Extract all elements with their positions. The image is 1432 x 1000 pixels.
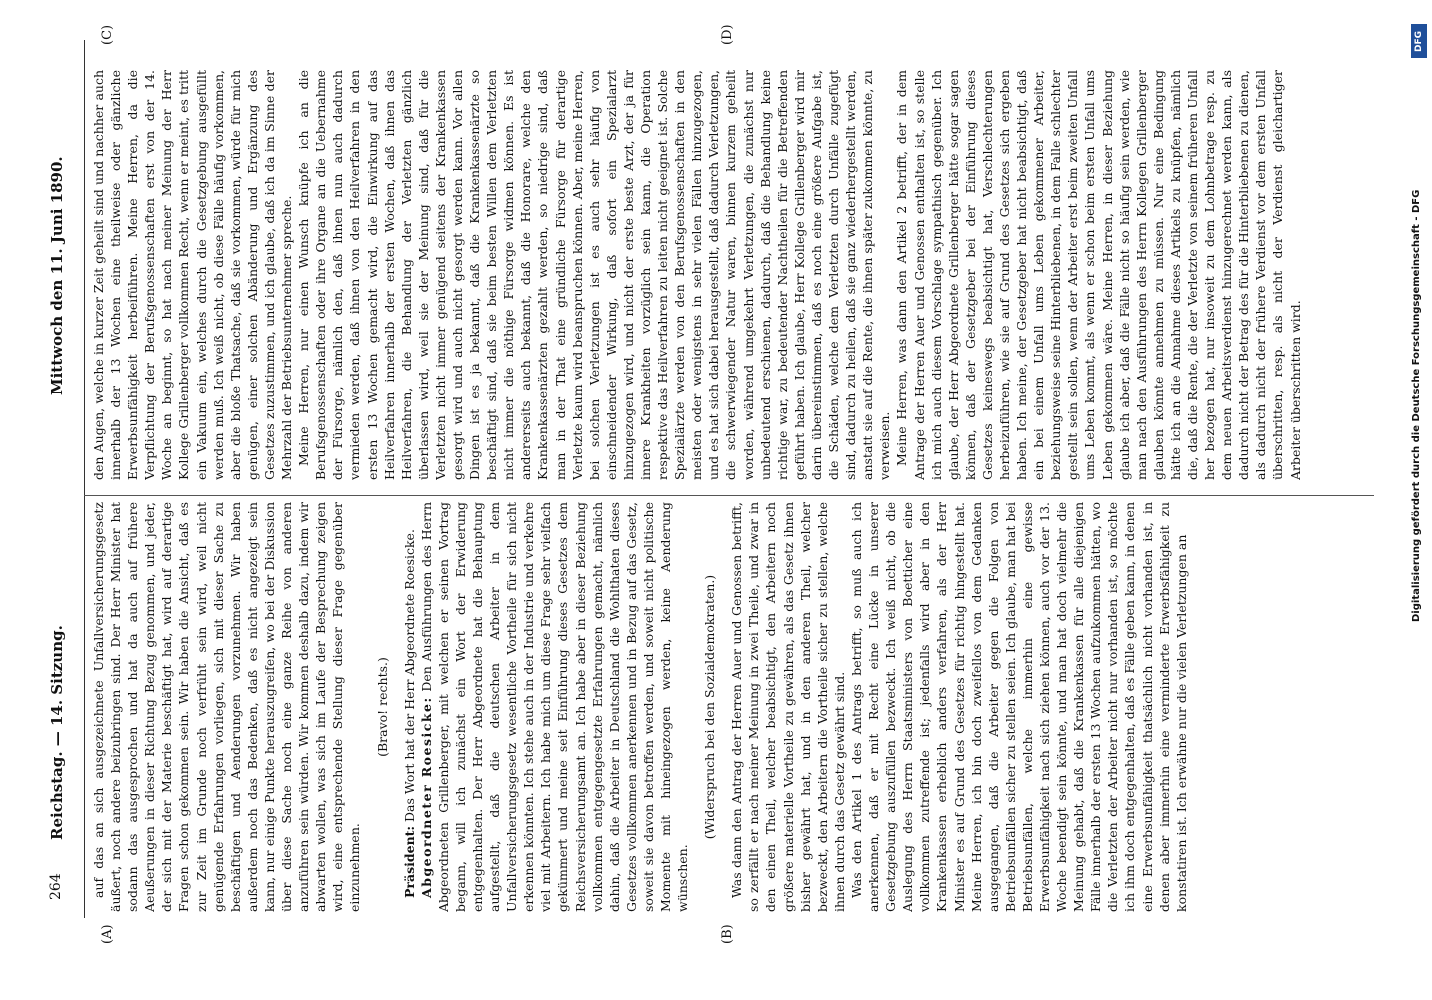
column-divider bbox=[84, 495, 1374, 496]
paragraph: Meine Herren, was dann den Artikel 2 betrifft, der in dem Antrage der Herren Auer und Genossen enthalten ist, so stelle ich mich auch diesem Vorschlage sympathisch gegenüber. Ich glaube, der Herr Abgeordnete Grillenberger hätte sogar sagen können, daß der Gesetzgeber bei der Einführung dieses Gesetzes keineswegs beabsichtigt hat, Verschlechterungen herbeizuführen, wie sie auf Grund des Gesetzes sich ergeben haben. Ich meine, der Gesetzgeber hat nicht beabsichtigt, daß ein bei einem Unfall ums Leben gekommener Arbeiter, beziehungsweise seine Hinterbliebenen, in dem Falle schlechter gestellt sein sollen, wenn der Arbeiter erst beim zweiten Unfall ums Leben kommt, als wenn er schon beim ersten Unfall ums Leben gekommen wäre. Meine Herren, in dieser Beziehung glaube ich aber, daß die Fälle nicht so häufig sein werden, wie man nach den Ausführungen des Herrn Kollegen Grillenberger glauben könnte annehmen zu müssen. Nur eine Bedingung hätte ich an die Annahme dieses Artikels zu knüpfen, nämlich die, daß die Rente, die der Verletzte von seinem früheren Unfall her bezogen hat, nur insoweit zu dem Lohnbetrage resp. zu dem neuen Arbeitsverdienst hinzugerechnet werden kann, als dadurch nicht der Betrag des für die Hinterbliebenen zu dienen, als dadurch nicht der frühere Verdienst vor dem ersten Unfall überschritten, resp. als nicht der Verdienst gleichartiger Arbeiter überschritten wird. bbox=[894, 70, 1303, 480]
speaker-paragraph bbox=[418, 502, 692, 912]
header-date: Mittwoch den 11. Juni 1890. bbox=[48, 156, 66, 395]
margin-marker-b: (B) bbox=[720, 924, 735, 944]
page-number: 264 bbox=[48, 873, 64, 900]
applause-note: (Bravo! rechts.) bbox=[374, 657, 390, 757]
digitization-banner bbox=[1408, 22, 1430, 982]
header-session: Reichstag. — 14. Sitzung. bbox=[48, 625, 66, 840]
dfg-logo-icon: DFG bbox=[1411, 24, 1427, 58]
interjection-note: (Widerspruch bei den Sozialdemokraten.) bbox=[702, 574, 718, 840]
text-column-right bbox=[90, 70, 1360, 480]
header-rule bbox=[84, 40, 85, 918]
paragraph: Was dann den Antrag der Herren Auer und Genossen betrifft, so zerfällt er nach meiner Meinung in zwei Theile, und zwar in den einen Theil, welcher beabsichtigt, den Arbeitern noch größere materielle Vortheile zu gewähren, als das Gesetz ihnen bisher gewährt hat, und in den anderen Theil, welcher bezweckt, den Arbeitern die Vortheile sicher zu stellen, welche ihnen durch das Gesetz gewährt sind. bbox=[729, 502, 847, 912]
margin-marker-d: (D) bbox=[720, 24, 735, 45]
margin-marker-a: (A) bbox=[100, 924, 115, 944]
president-line bbox=[401, 502, 418, 912]
paragraph: Meine Herren, nur einen Wunsch knüpfe ich an die Berufsgenossenschaften oder ihre Organe an die Uebernahme der Fürsorge, nämlich den, daß ihnen nun auch dadurch vermieden werden, daß ihnen von den Heilverfahren in den ersten 13 Wochen gemacht wird, die Einwirkung auf das Heilverfahren innerhalb der ersten Wochen, daß ihnen das Heilverfahren, die Behandlung der Verletzten gänzlich überlassen wird, weil sie der Meinung sind, daß für die Verletzten nicht immer genügend seitens der Krankenkassen gesorgt wird und auch nicht gesorgt werden kann. Vor allen Dingen ist es ja bekannt, daß die Krankenkassenärzte so beschäftigt sind, daß sie beim besten Willen dem Verletzten nicht immer die nöthige Fürsorge widmen können. Es ist andererseits auch bekannt, daß die Honorare, welche den Krankenkassenärzten gezahlt werden, so niedrige sind, daß man in der That eine gründliche Fürsorge für derartige Verletzte kaum wird beanspruchen können. Aber, meine Herren, bei solchen Verletzungen ist es auch sehr häufig von einschneidender Wirkung, daß sofort ein Spezialarzt hinzugezogen wird, und nicht der erste beste Arzt, der ja für innere Krankheiten vorzüglich sein kann, die Operation respektive das Heilverfahren zu leiten nicht geeignet ist. Solche Spezialärzte werden von den Berufsgenossenschaften in den meisten oder wenigstens in sehr vielen Fällen hinzugezogen, und es hat sich dabei herausgestellt, daß dadurch Verletzungen, die schwerwiegender Natur waren, binnen kurzem geheilt worden, während umgekehrt Verletzungen, die zunächst nur unbedeutend erschienen, dadurch, daß die Behandlung keine richtige war, zu bedeutender Nachtheilen für die Betreffenden geführt haben. Ich glaube, Herr Kollege Grillenberger wird mir darin übereinstimmen, daß es noch eine größere Aufgabe ist, die Schäden, welche dem Verletzten durch Unfälle zugefügt sind, dadurch zu heilen, daß sie ganz wiederhergestellt werden, anstatt sie auf die Rente, die ihnen später zukommen könnte, zu verweisen. bbox=[296, 70, 893, 480]
speaker-text: Den Ausführungen des Herrn Abgeordneten Grillenberger, mit welchen er seinen Vortrag begann, will ich zunächst ein Wort der Erwiderung entgegenhalten. Der Herr Abgeordnete hat die Behauptung aufgestellt, daß die deutschen Arbeiter in dem Unfallversicherungsgesetz wesentliche Vortheile für sich nicht erkennen könnten. Ich stehe auch in der Industrie und verkehre viel mit Arbeitern. Ich habe mich um diese Frage sehr vielfach gekümmert und meine seit Einführung dieses Gesetzes dem Reichsversicherungsamt an. Ich habe aber in dieser Beziehung vollkommen entgegengesetzte Erfahrungen gemacht, nämlich dahin, daß die Arbeiter in Deutschland die Wohlthaten dieses Gesetzes vollkommen anerkennen und in Bezug auf das Gesetz, soweit sie davon betroffen werden, und soweit nicht politische Momente mit hineingezogen werden, keine Aenderung wünschen. bbox=[418, 502, 691, 912]
digitization-credit: Digitalisierung gefördert durch die Deutsche Forschungsgemeinschaft - DFG bbox=[1411, 189, 1422, 622]
paragraph: den Augen, welche in kurzer Zeit geheilt sind und nachher auch innerhalb der 13 Wochen eine theilweise oder gänzliche Erwerbsunfähigkeit herbeiführen. Meine Herren, da die Verpflichtung der Berufsgenossenschaften erst von der 14. Woche an beginnt, so hat nach meiner Meinung der Herr Kollege Grillenberger vollkommen Recht, wenn er meint, es tritt ein Vakuum ein, welches durch die Gesetzgebung ausgefüllt werden muß. Ich weiß nicht, ob diese Fälle häufig vorkommen, aber die bloße Thatsache, daß sie vorkommen, würde für mich genügen, einer solchen Abänderung und Ergänzung des Gesetzes zuzustimmen, und ich glaube, daß ich da im Sinne der Mehrzahl der Betriebsunternehmer spreche. bbox=[91, 70, 295, 480]
margin-marker-c: (C) bbox=[100, 24, 115, 45]
president-text: Das Wort hat der Herr Abgeordnete Roesicke. bbox=[401, 529, 417, 822]
paragraph: Was den Artikel 1 des Antrags betrifft, so muß auch ich anerkennen, daß er mit Recht eine Lücke in unserer Gesetzgebung auszufüllen bezweckt. Ich weiß nicht, ob die Auslegung des Herrn Staatsministers von Boetticher eine vollkommen zutreffende ist; jedenfalls wird aber in den Krankenkassen erheblich anders verfahren, als der Herr Minister es auf Grund des Gesetzes für richtig hingestellt hat. Meine Herren, ich bin doch zweifellos von dem Gedanken ausgegangen, daß die Arbeiter gegen die Folgen von Betriebsunfällen sicher zu stellen seien. Ich glaube, man hat bei Betriebsunfällen, welche immerhin eine gewisse Erwerbsunfähigkeit nach sich ziehen können, auch vor der 13. Woche beendigt sein könnte, und man hat doch vielmehr die Meinung gehabt, daß die Krankenkassen für alle diejenigen Fälle innerhalb der ersten 13 Wochen aufzukommen hätten, wo die Verletzten der Arbeiter nicht nur vorhanden ist, so möchte ich ihm doch entgegenhalten, daß es Fälle geben kann, in denen eine Erwerbsunfähigkeit thatsächlich nicht vorhanden ist, in denen aber immerhin eine verminderte Erwerbsfähigkeit zu konstatiren ist. Ich erwähne nur die vielen Verletzungen an bbox=[848, 502, 1189, 912]
president-label: Präsident: bbox=[401, 825, 417, 898]
paragraph: auf das an sich ausgezeichnete Unfallversicherungsgesetz äußert, noch andere beizubringen sind. Der Herr Minister hat sodann das ausgesprochen und hat da auch auf frühere Aeußerungen in dieser Richtung Bezug genommen, und jeder, der sich mit der Materie beschäftigt hat, wird auf derartige Fragen schon gekommen sein. Wir haben die Ansicht, daß es zur Zeit im Grunde noch verfrüht sein wird, weil nicht genügende Erfahrungen vorliegen, sich mit dieser Sache zu beschäftigen und Aenderungen vorzunehmen. Wir haben außerdem noch das Bedenken, daß es nicht angezeigt sein kann, nur einige Punkte herauszugreifen, wo bei der Diskussion über diese Sache noch eine ganze Reihe von anderen anzuführen sein würden. Wir kommen deshalb dazu, indem wir abwarten wollen, was sich im Laufe der Besprechung zeigen wird, eine entsprechende Stellung dieser Frage gegenüber einzunehmen. bbox=[91, 502, 363, 912]
page-header bbox=[48, 50, 74, 940]
speaker-label: Abgeordneter Roesicke: bbox=[418, 696, 434, 898]
text-column-left bbox=[90, 502, 1360, 912]
